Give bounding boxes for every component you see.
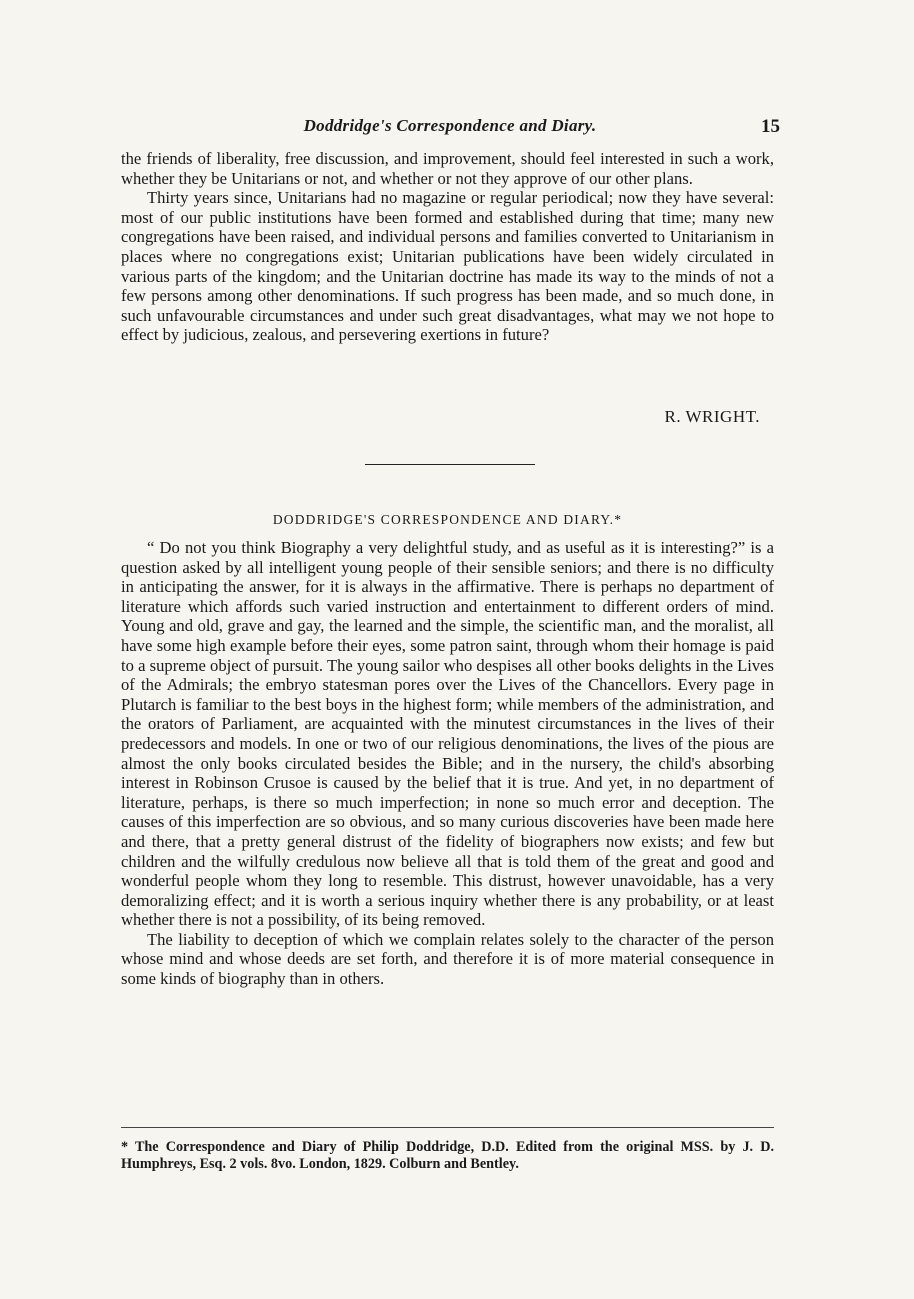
paragraph: “ Do not you think Biography a very delightful study, and as useful as it is interesting?” is a question asked by all intelligent young people of their sensible seniors; and there is no difficulty in anticipating the answer, for it is always in the affirmative. There is perhaps no department of literature which affords such varied instruction and entertainment to different orders of mind. Young and old, grave and gay, the learned and the simple, the scientific man, and the moralist, all have some high example before their eyes, some patron saint, through whom their homage is paid to a supreme object of pursuit. The young sailor who despises all other books delights in the Lives of the Admirals; the embryo statesman pores over the Lives of the Chancellors. Every page in Plutarch is familiar to the best boys in the highest form; while members of the administration, and the orators of Parliament, are acquainted with the minutest circumstances in the lives of their predecessors and models. In one or two of our religious denominations, the lives of the pious are almost the only books circulated besides the Bible; and in the nursery, the child's absorbing interest in Robinson Crusoe is caused by the belief that it is true. And yet, in no department of literature, perhaps, is there so much imperfection; in none so much error and deception. The causes of this imperfection are so obvious, and so many curious discoveries have been made here and there, that a pretty general distrust of the fidelity of biographers now exists; and few but children and the wilfully credulous now believe all that is told them of the great and good and wonderful people whom they long to resemble. This distrust, however unavoidable, has a very demoralizing effect; and it is worth a serious inquiry whether there is any probability, or at least whether there is not a possibility, of its being removed.: [121, 538, 774, 930]
paragraph: the friends of liberality, free discussion, and improvement, should feel interested in such a work, whether they be Unitarians or not, and whether or not they approve of our other plans.: [121, 149, 774, 188]
paragraph: Thirty years since, Unitarians had no magazine or regular periodical; now they have several: most of our public institutions have been formed and established during that time; many new congregations have been raised, and individual persons and families converted to Unitarianism in places where no congregations exist; Unitarian publications have been widely circulated in various parts of the kingdom; and the Unitarian doctrine has made its way to the minds of not a few persons among other denominations. If such progress has been made, and so much done, in such unfavourable circumstances and under such great disadvantages, what may we not hope to effect by judicious, zealous, and persevering exertions in future?: [121, 188, 774, 345]
article-text: [121, 538, 774, 989]
running-head: [120, 116, 780, 142]
section-divider: [365, 464, 535, 465]
footnote: * The Correspondence and Diary of Philip Doddridge, D.D. Edited from the original MSS. by J. D. Humphreys, Esq. 2 vols. 8vo. London, 1829. Colburn and Bentley.: [121, 1139, 774, 1172]
article-heading: DODDRIDGE'S CORRESPONDENCE AND DIARY.*: [272, 512, 623, 527]
previous-article-text: [121, 149, 774, 345]
author-signature: R. WRIGHT.: [664, 407, 760, 426]
paragraph: The liability to deception of which we complain relates solely to the character of the person whose mind and whose deeds are set forth, and therefore it is of more material consequence in some kinds of biography than in others.: [121, 929, 774, 989]
footnote-rule: [121, 1127, 774, 1128]
page-number: 15: [761, 116, 780, 137]
running-title: Doddridge's Correspondence and Diary.: [303, 116, 597, 135]
